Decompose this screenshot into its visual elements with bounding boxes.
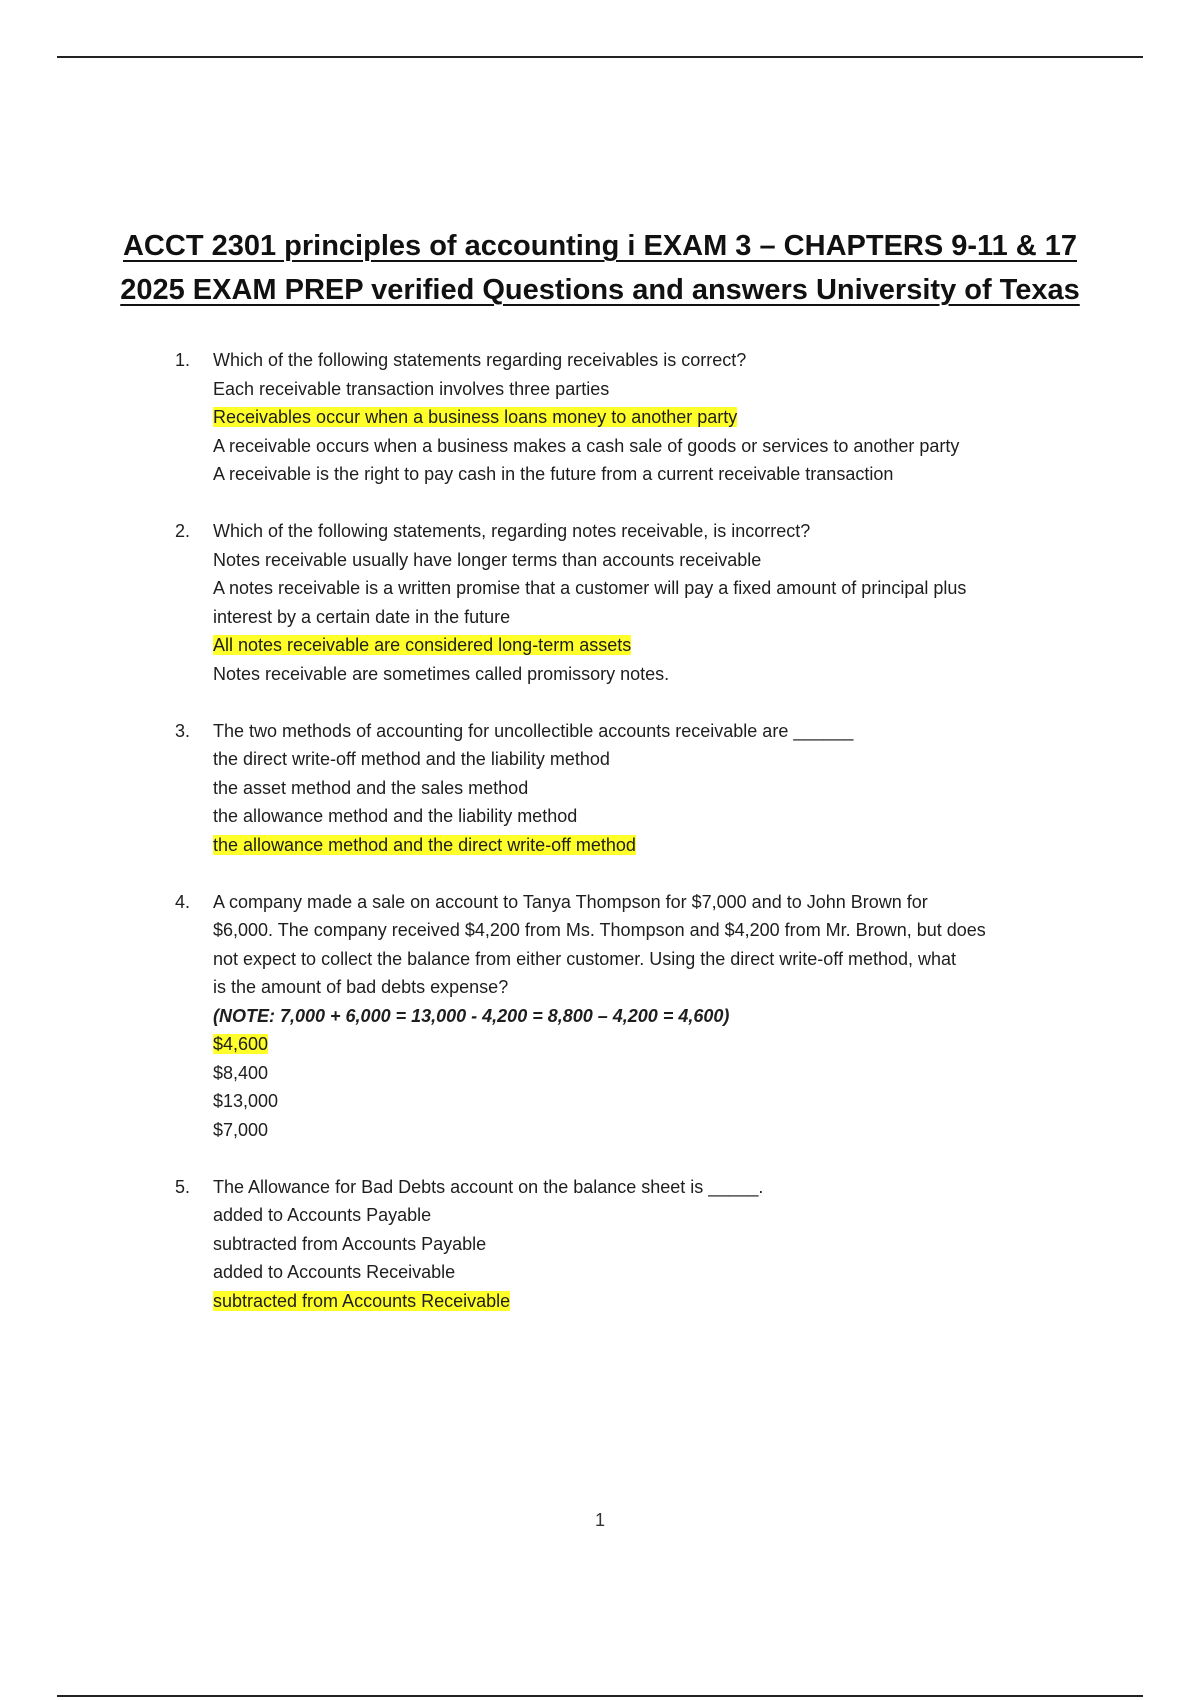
question-4 xyxy=(175,888,1075,1145)
question-5 xyxy=(175,1173,1075,1316)
question-prompt: The two methods of accounting for uncollectible accounts receivable are ______ xyxy=(213,720,854,741)
question-prompt: Which of the following statements regarding receivables is correct? xyxy=(213,350,747,370)
question-prompt-line: A company made a sale on account to Tanya Thompson for $7,000 and to John Brown for xyxy=(213,891,928,912)
title-line-2: 2025 EXAM PREP verified Questions and answers University of Texas xyxy=(120,274,1080,306)
answer-option: added to Accounts Payable xyxy=(213,1205,432,1225)
question-3 xyxy=(175,717,1075,860)
answer-option: A receivable occurs when a business makes a cash sale of goods or services to another party xyxy=(213,435,960,456)
answer-option: subtracted from Accounts Payable xyxy=(213,1233,487,1254)
answer-option-continued: interest by a certain date in the future xyxy=(213,606,511,627)
question-prompt-line: is the amount of bad debts expense? xyxy=(213,977,509,997)
answer-option: Notes receivable usually have longer terms than accounts receivable xyxy=(213,549,762,570)
answer-option: added to Accounts Receivable xyxy=(213,1262,456,1282)
answer-option-correct xyxy=(213,1287,1075,1316)
answer-option: $7,000 xyxy=(213,1119,269,1140)
answer-option-correct xyxy=(213,1030,1075,1059)
question-number: 3. xyxy=(175,720,191,741)
answer-option: the allowance method and the liability method xyxy=(213,806,578,826)
question-number: 5. xyxy=(175,1176,191,1197)
answer-option: Each receivable transaction involves three parties xyxy=(213,378,610,399)
question-number: 2. xyxy=(175,521,191,541)
answer-option: the asset method and the sales method xyxy=(213,777,529,798)
title-line-1: ACCT 2301 principles of accounting i EXAM 3 – CHAPTERS 9-11 & 17 xyxy=(122,230,1078,262)
question-prompt-line: $6,000. The company received $4,200 from Ms. Thompson and $4,200 from Mr. Brown, but does xyxy=(213,920,986,940)
footer-rule xyxy=(57,1695,1143,1697)
calculation-note: (NOTE: 7,000 + 6,000 = 13,000 - 4,200 = 8,800 – 4,200 = 4,600) xyxy=(213,1005,730,1026)
answer-option: $13,000 xyxy=(213,1091,279,1111)
answer-option: the direct write-off method and the liability method xyxy=(213,749,610,769)
answer-option: $8,400 xyxy=(213,1062,269,1083)
question-number: 1. xyxy=(175,350,191,370)
answer-option: Notes receivable are sometimes called promissory notes. xyxy=(213,663,670,684)
question-prompt-line: not expect to collect the balance from either customer. Using the direct write-off method, what xyxy=(213,948,957,969)
question-list xyxy=(175,346,1075,1344)
question-prompt: The Allowance for Bad Debts account on the balance sheet is _____. xyxy=(213,1176,764,1197)
answer-highlight: Receivables occur when a business loans money to another party xyxy=(213,407,738,427)
answer-highlight: $4,600 xyxy=(213,1034,269,1054)
answer-option: A notes receivable is a written promise that a customer will pay a fixed amount of principal plus xyxy=(213,578,967,598)
answer-option: A receivable is the right to pay cash in the future from a current receivable transaction xyxy=(213,464,894,484)
answer-highlight: the allowance method and the direct write-off method xyxy=(213,834,636,855)
page-number: 1 xyxy=(594,1510,605,1530)
answer-option-correct xyxy=(213,831,1075,860)
document-title xyxy=(60,224,1140,312)
answer-highlight: subtracted from Accounts Receivable xyxy=(213,1290,511,1311)
answer-option-correct xyxy=(213,403,1075,432)
answer-option-correct xyxy=(213,631,1075,660)
question-1 xyxy=(175,346,1075,489)
question-number: 4. xyxy=(175,891,191,912)
header-rule xyxy=(57,56,1143,58)
question-2 xyxy=(175,517,1075,688)
answer-highlight: All notes receivable are considered long-term assets xyxy=(213,635,632,655)
question-prompt: Which of the following statements, regarding notes receivable, is incorrect? xyxy=(213,521,811,541)
